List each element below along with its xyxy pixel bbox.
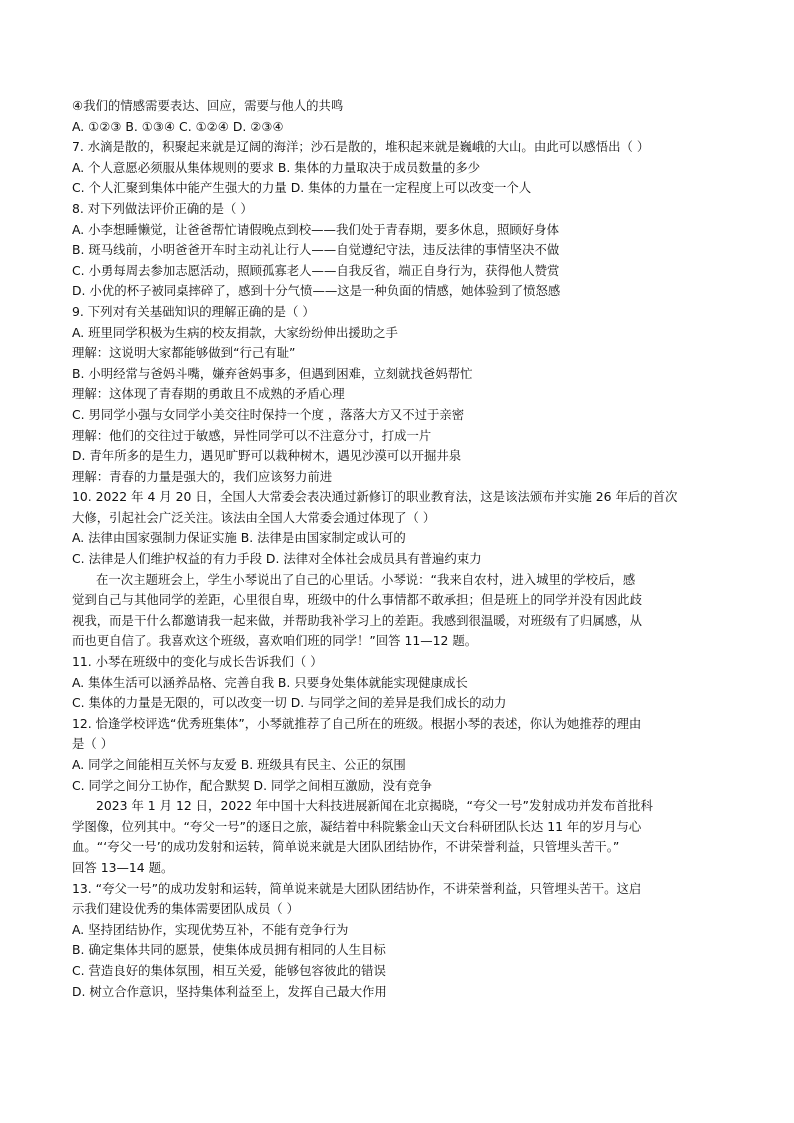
text-line: 7. 水滴是散的，积聚起来就是辽阔的海洋；沙石是散的，堆积起来就是巍峨的大山。由此可以感悟出（ ）	[72, 139, 650, 155]
text-line: A. 班里同学积极为生病的校友捐款，大家纷纷伸出援助之手	[72, 324, 398, 340]
text-line: 理解：他们的交往过于敏感，异性同学可以不注意分寸，打成一片	[72, 427, 432, 443]
text-line: 觉到自己与其他同学的差距，心里很自卑，班级中的什么事情都不敢承担；但是班上的同学并没有因此歧	[72, 592, 642, 608]
text-line: 10. 2022 年 4 月 20 日，全国人大常委会表决通过新修订的职业教育法，这是该法颁布并实施 26 年后的首次	[72, 489, 678, 505]
text-line: 理解：这说明大家都能够做到“行己有耻”	[72, 345, 296, 361]
text-line: 是（ ）	[72, 736, 114, 752]
text-line: A. 个人意愿必须服从集体规则的要求 B. 集体的力量取决于成员数量的多少	[72, 159, 481, 175]
text-line: 8. 对下列做法评价正确的是（ ）	[72, 200, 253, 216]
text-line: C. 男同学小强与女同学小美交往时保持一个度 ，落落大方又不过于亲密	[72, 406, 465, 422]
text-line: 2023 年 1 月 12 日，2022 年中国十大科技进展新闻在北京揭晓，“夸父一号”发射成功并发布首批科	[96, 798, 653, 814]
text-line: 9. 下列对有关基础知识的理解正确的是（ ）	[72, 303, 315, 319]
text-line: D. 树立合作意识，坚持集体利益至上，发挥自己最大作用	[72, 983, 387, 999]
text-line: 在一次主题班会上，学生小琴说出了自己的心里话。小琴说：“我来自农村，进入城里的学校后，感	[96, 571, 636, 587]
text-line: C. 小勇每周去参加志愿活动，照顾孤寡老人——自我反省，端正自身行为，获得他人赞赏	[72, 262, 560, 278]
text-line: 理解：青春的力量是强大的，我们应该努力前进	[72, 468, 333, 484]
text-line: D. 小优的杯子被同桌摔碎了，感到十分气愤——这是一种负面的情感，她体验到了愤怒感	[72, 283, 561, 299]
document-page	[72, 96, 732, 1002]
text-line: 而也更自信了。我喜欢这个班级，喜欢咱们班的同学！”回答 11—12 题。	[72, 633, 478, 649]
text-line: C. 法律是人们维护权益的有力手段 D. 法律对全体社会成员具有普遍约束力	[72, 551, 482, 567]
text-line: 血。“‘夸父一号’的成功发射和运转，简单说来就是大团队团结协作，不讲荣誉利益，只管埋头苦干。”	[72, 839, 620, 855]
text-line: C. 集体的力量是无限的，可以改变一切 D. 与同学之间的差异是我们成长的动力	[72, 695, 507, 711]
text-line: ④我们的情感需要表达、回应，需要与他人的共鸣	[72, 98, 344, 113]
text-line: 视我，而是干什么都邀请我一起来做，并帮助我补学习上的差距。我感到很温暖，对班级有了归属感，从	[72, 612, 642, 628]
text-line: A. 法律由国家强制力保证实施 B. 法律是由国家制定或认可的	[72, 530, 406, 546]
text-line: 回答 13—14 题。	[72, 859, 174, 875]
text-line: C. 个人汇聚到集体中能产生强大的力量 D. 集体的力量在一定程度上可以改变一个人	[72, 180, 532, 196]
text-line: A. 同学之间能相互关怀与友爱 B. 班级具有民主、公正的氛围	[72, 757, 406, 772]
text-line: B. 小明经常与爸妈斗嘴，嫌弃爸妈事多，但遇到困难，立刻就找爸妈帮忙	[72, 365, 473, 381]
text-line: 学图像，位列其中。“夸父一号”的逐日之旅，凝结着中科院紫金山天文台科研团队长达 11 年的岁月与心	[72, 818, 642, 834]
text-line: 大修，引起社会广泛关注。该法由全国人大常委会通过体现了（ ）	[72, 509, 436, 525]
text-line: 示我们建设优秀的集体需要团队成员（ ）	[72, 901, 299, 917]
text-line: D. 青年所多的是生力，遇见旷野可以栽种树木，遇见沙漠可以开掘井泉	[72, 448, 462, 464]
text-line: A. 集体生活可以涵养品格、完善自我 B. 只要身处集体就能实现健康成长	[72, 674, 468, 690]
text-line: 12. 恰逢学校评选“优秀班集体”，小琴就推荐了自己所在的班级。根据小琴的表述，你认为她推荐的理由	[72, 715, 642, 731]
text-line: A. 小李想睡懒觉，让爸爸帮忙请假晚点到校——我们处于青春期，要多休息，照顾好身体	[72, 221, 559, 237]
text-line: A. ①②③ B. ①③④ C. ①②④ D. ②③④	[72, 118, 284, 134]
text-line: B. 斑马线前，小明爸爸开车时主动礼让行人——自觉遵纪守法，违反法律的事情坚决不做	[72, 242, 560, 258]
text-line: 理解：这体现了青春期的勇敢且不成熟的矛盾心理	[72, 386, 345, 402]
text-line: 13. “夸父一号”的成功发射和运转，简单说来就是大团队团结协作，不讲荣誉利益，只管埋头苦干。这启	[72, 880, 642, 896]
text-line: C. 同学之间分工协作，配合默契 D. 同学之间相互激励，没有竞争	[72, 777, 433, 793]
text-line: A. 坚持团结协作，实现优势互补，不能有竞争行为	[72, 921, 349, 937]
text-line: C. 营造良好的集体氛围，相互关爱，能够包容彼此的错误	[72, 962, 386, 978]
text-line: 11. 小琴在班级中的变化与成长告诉我们（ ）	[72, 654, 323, 670]
text-line: B. 确定集体共同的愿景，使集体成员拥有相同的人生目标	[72, 942, 386, 958]
